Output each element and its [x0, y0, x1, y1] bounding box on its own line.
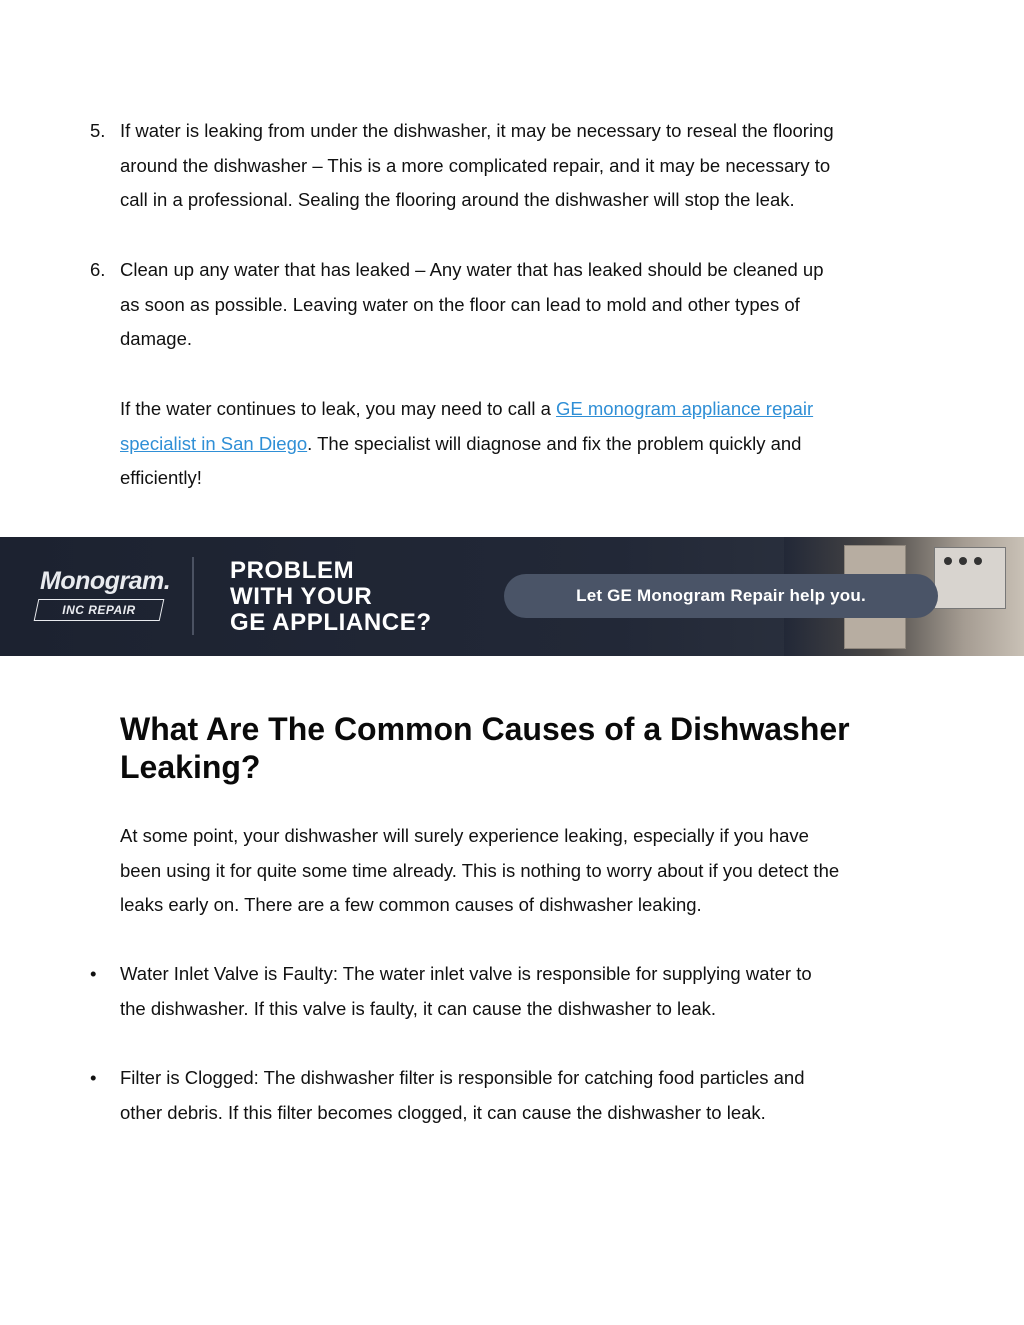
intro-line: At some point, your dishwasher will surely experience leaking, especially if you have — [120, 825, 809, 846]
heading-line: Leaking? — [120, 749, 261, 785]
repair-specialist-link-cont[interactable]: specialist in San Diego — [120, 432, 308, 454]
bullet-line: Filter is Clogged: The dishwasher filter is responsible for catching food particles and — [120, 1067, 805, 1088]
followup-suffix: . The specialist will diagnose and fix the problem quickly and — [307, 432, 802, 454]
intro-paragraph — [120, 819, 920, 923]
followup-line-1 — [120, 392, 920, 427]
followup-line-2 — [120, 427, 920, 462]
followup-paragraph — [120, 392, 920, 496]
bullet-line: other debris. If this filter becomes clogged, it can cause the dishwasher to leak. — [120, 1101, 766, 1123]
bullet-item — [120, 957, 920, 1026]
bullet-marker: • — [90, 1067, 97, 1088]
followup-line-3: efficiently! — [120, 467, 202, 489]
intro-line: leaks early on. There are a few common causes of dishwasher leaking. — [120, 894, 702, 916]
list-marker-5: 5. — [90, 120, 106, 141]
list-item-6 — [120, 253, 920, 357]
bullet-item — [120, 1061, 920, 1130]
repair-specialist-link[interactable]: GE monogram appliance repair — [556, 398, 814, 419]
headline-line: WITH YOUR — [230, 583, 373, 610]
heading-line: What Are The Common Causes of a Dishwasher — [120, 711, 850, 747]
monogram-logo: Monogram. — [40, 567, 171, 595]
list-item-5-line: call in a professional. Sealing the flooring around the dishwasher will stop the leak. — [120, 189, 795, 211]
banner-divider — [192, 557, 194, 635]
intro-line: been using it for quite some time already. This is nothing to worry about if you detect the — [120, 859, 840, 881]
list-item-5 — [120, 114, 920, 218]
headline-line: PROBLEM — [230, 557, 355, 584]
list-item-6-line: as soon as possible. Leaving water on the floor can lead to mold and other types of — [120, 293, 800, 315]
bullet-line: Water Inlet Valve is Faulty: The water inlet valve is responsible for supplying water to — [120, 963, 812, 984]
followup-prefix: If the water continues to leak, you may need to call a — [120, 398, 557, 419]
logo-badge — [34, 599, 165, 621]
bullet-marker: • — [90, 963, 97, 984]
logo-subtext: INC REPAIR — [62, 603, 136, 617]
section-heading — [120, 710, 920, 786]
headline-line: GE APPLIANCE? — [230, 609, 432, 636]
list-marker-6: 6. — [90, 259, 106, 280]
list-item-5-line: If water is leaking from under the dishwasher, it may be necessary to reseal the flooring — [120, 120, 834, 141]
list-item-6-line: Clean up any water that has leaked – Any water that has leaked should be cleaned up — [120, 259, 824, 280]
promo-banner[interactable] — [0, 537, 1024, 656]
cta-button[interactable]: Let GE Monogram Repair help you. — [504, 574, 938, 618]
list-item-5-line: around the dishwasher – This is a more complicated repair, and it may be necessary to — [120, 154, 831, 176]
list-item-6-line: damage. — [120, 328, 192, 350]
bullet-line: the dishwasher. If this valve is faulty, it can cause the dishwasher to leak. — [120, 997, 717, 1019]
banner-headline — [230, 558, 432, 636]
